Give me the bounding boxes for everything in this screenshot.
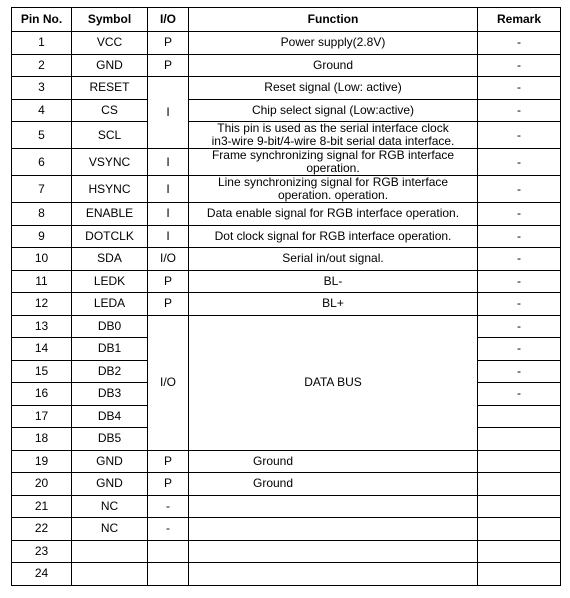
table-row	[12, 293, 561, 316]
function-line: This pin is used as the serial interface clock	[217, 121, 449, 135]
pin-number: 18	[12, 428, 72, 451]
table-row	[12, 99, 561, 122]
pin-symbol	[72, 563, 148, 586]
pin-io: -	[148, 518, 189, 541]
pin-remark: -	[478, 248, 561, 271]
pin-number: 11	[12, 270, 72, 293]
pin-remark	[478, 563, 561, 586]
table-row	[12, 563, 561, 586]
header-function: Function	[189, 8, 478, 32]
pin-function: Chip select signal (Low:active)	[189, 99, 478, 122]
pin-symbol: NC	[72, 518, 148, 541]
pin-function: Ground	[189, 54, 478, 77]
function-line: Line synchronizing signal for RGB interface	[217, 175, 449, 189]
table-row	[12, 450, 561, 473]
pin-remark: -	[478, 338, 561, 361]
table-row	[12, 248, 561, 271]
pin-io: P	[148, 473, 189, 496]
pin-number: 16	[12, 383, 72, 406]
table-row	[12, 315, 561, 338]
pin-remark	[478, 450, 561, 473]
pin-io: I	[148, 149, 189, 176]
pin-function: Ground	[189, 450, 478, 473]
pin-number: 6	[12, 149, 72, 176]
pin-io: P	[148, 32, 189, 55]
pin-symbol: DOTCLK	[72, 225, 148, 248]
pin-number: 19	[12, 450, 72, 473]
table-row	[12, 540, 561, 563]
pin-function	[189, 122, 478, 149]
pin-remark: -	[478, 383, 561, 406]
table-row	[12, 77, 561, 100]
pin-symbol: CS	[72, 99, 148, 122]
table-row	[12, 149, 561, 176]
pin-function: Serial in/out signal.	[189, 248, 478, 271]
pin-number: 20	[12, 473, 72, 496]
pin-remark: -	[478, 149, 561, 176]
pin-function: BL+	[189, 293, 478, 316]
pin-function	[189, 540, 478, 563]
table-row	[12, 122, 561, 149]
pin-function: Power supply(2.8V)	[189, 32, 478, 55]
pin-function	[189, 149, 478, 176]
pin-number: 21	[12, 495, 72, 518]
pin-remark	[478, 540, 561, 563]
pin-symbol: NC	[72, 495, 148, 518]
pin-symbol: DB0	[72, 315, 148, 338]
table-row	[12, 225, 561, 248]
pin-symbol: DB3	[72, 383, 148, 406]
pin-symbol: DB4	[72, 405, 148, 428]
pin-remark: -	[478, 315, 561, 338]
pin-symbol: SCL	[72, 122, 148, 149]
header-remark: Remark	[478, 8, 561, 32]
table-row	[12, 473, 561, 496]
function-line: operation.	[306, 161, 360, 175]
pin-number: 10	[12, 248, 72, 271]
pin-number: 3	[12, 77, 72, 100]
pin-symbol: GND	[72, 473, 148, 496]
pin-function	[189, 518, 478, 541]
pin-io: -	[148, 495, 189, 518]
pin-symbol: ENABLE	[72, 203, 148, 226]
pin-remark: -	[478, 360, 561, 383]
pin-symbol	[72, 540, 148, 563]
pin-number: 1	[12, 32, 72, 55]
header-symbol: Symbol	[72, 8, 148, 32]
pin-number: 8	[12, 203, 72, 226]
databus-function: DATA BUS	[189, 315, 478, 450]
header-io: I/O	[148, 8, 189, 32]
pin-number: 5	[12, 122, 72, 149]
pin-symbol: HSYNC	[72, 176, 148, 203]
pin-function: Data enable signal for RGB interface operation.	[189, 203, 478, 226]
table-row	[12, 32, 561, 55]
pin-symbol: DB2	[72, 360, 148, 383]
pin-number: 9	[12, 225, 72, 248]
pin-symbol: DB1	[72, 338, 148, 361]
pin-remark: -	[478, 293, 561, 316]
pin-symbol: LEDK	[72, 270, 148, 293]
pin-remark: -	[478, 203, 561, 226]
pin-definition-table	[11, 7, 561, 586]
function-line: in3-wire 9-bit/4-wire 8-bit serial data interface.	[211, 134, 455, 148]
function-line: operation. operation.	[277, 188, 389, 202]
pin-number: 23	[12, 540, 72, 563]
pin-symbol: RESET	[72, 77, 148, 100]
pin-remark: -	[478, 225, 561, 248]
table-row	[12, 518, 561, 541]
pin-symbol: LEDA	[72, 293, 148, 316]
pin-symbol: VSYNC	[72, 149, 148, 176]
function-line: Frame synchronizing signal for RGB interface	[211, 148, 455, 162]
table-row	[12, 176, 561, 203]
pin-io: P	[148, 54, 189, 77]
pin-remark	[478, 405, 561, 428]
pin-io: I	[148, 225, 189, 248]
pin-number: 14	[12, 338, 72, 361]
pin-symbol: GND	[72, 450, 148, 473]
pin-function	[189, 495, 478, 518]
pin-io: P	[148, 293, 189, 316]
pin-remark	[478, 495, 561, 518]
table-row	[12, 203, 561, 226]
databus-io: I/O	[148, 315, 189, 450]
pin-number: 17	[12, 405, 72, 428]
pin-io	[148, 563, 189, 586]
table-row	[12, 495, 561, 518]
pin-symbol: GND	[72, 54, 148, 77]
pin-io: I/O	[148, 248, 189, 271]
table-row	[12, 54, 561, 77]
pin-remark: -	[478, 54, 561, 77]
pin-remark	[478, 428, 561, 451]
pin-symbol: VCC	[72, 32, 148, 55]
header-pin-no: Pin No.	[12, 8, 72, 32]
table-header-row	[12, 8, 561, 32]
pin-number: 4	[12, 99, 72, 122]
pin-remark: -	[478, 270, 561, 293]
pin-function: BL-	[189, 270, 478, 293]
pin-number: 7	[12, 176, 72, 203]
pin-number: 2	[12, 54, 72, 77]
pin-function	[189, 563, 478, 586]
pin-io	[148, 540, 189, 563]
pin-remark: -	[478, 99, 561, 122]
pin-number: 24	[12, 563, 72, 586]
pin-number: 12	[12, 293, 72, 316]
pin-function: Dot clock signal for RGB interface operation.	[189, 225, 478, 248]
pin-number: 13	[12, 315, 72, 338]
pin-remark: -	[478, 176, 561, 203]
table-row	[12, 270, 561, 293]
pin-function: Reset signal (Low: active)	[189, 77, 478, 100]
pin-symbol: DB5	[72, 428, 148, 451]
pin-number: 15	[12, 360, 72, 383]
pin-io: I	[148, 176, 189, 203]
pin-remark	[478, 518, 561, 541]
pin-io: P	[148, 270, 189, 293]
pin-function	[189, 176, 478, 203]
pin-remark: -	[478, 32, 561, 55]
pin-remark: -	[478, 77, 561, 100]
pin-remark: -	[478, 122, 561, 149]
pin-io: I	[148, 203, 189, 226]
pin-remark	[478, 473, 561, 496]
pin-io: I	[148, 77, 189, 149]
pin-io: P	[148, 450, 189, 473]
pin-function: Ground	[189, 473, 478, 496]
pin-symbol: SDA	[72, 248, 148, 271]
pin-number: 22	[12, 518, 72, 541]
